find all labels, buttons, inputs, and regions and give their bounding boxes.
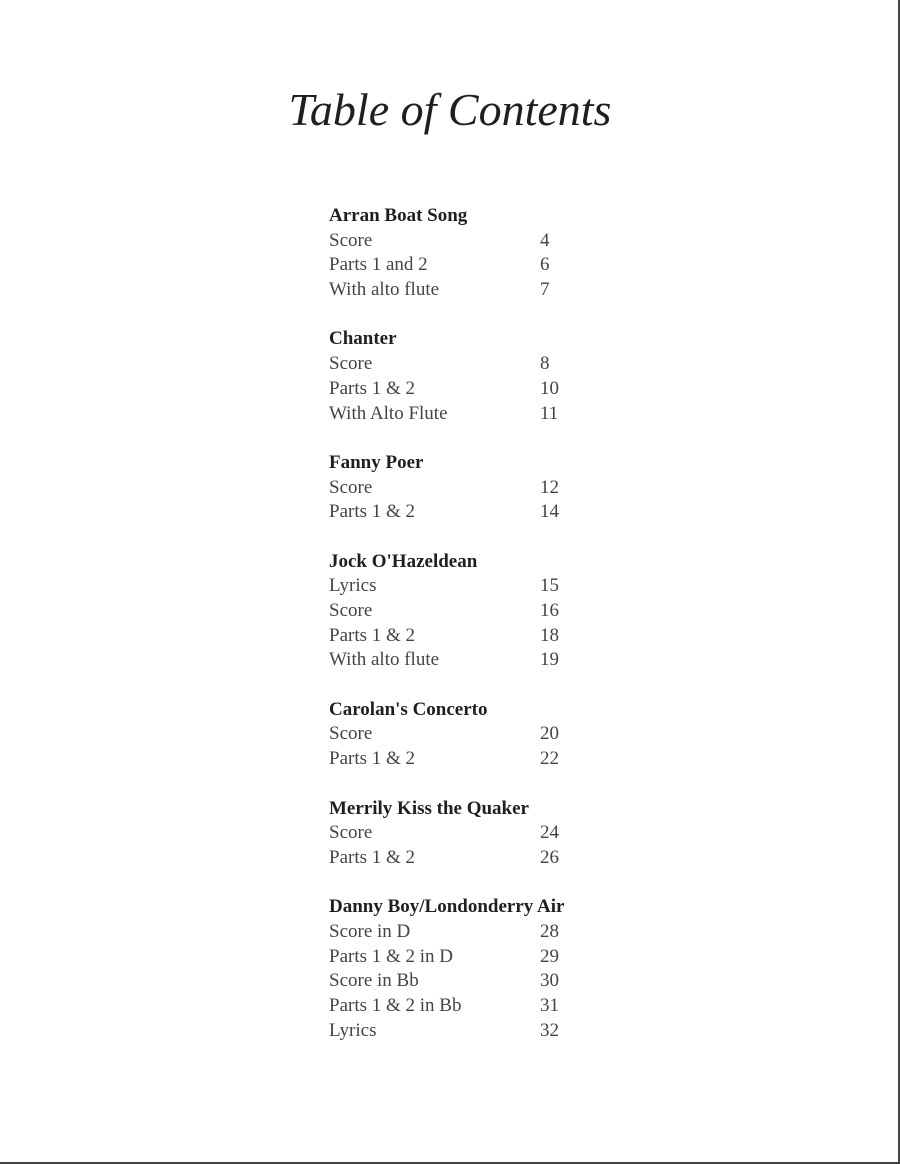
toc-entry-page-number: 31: [540, 995, 559, 1016]
toc-entry-page-number: 26: [540, 846, 559, 868]
page-title: Table of Contents: [288, 84, 612, 135]
toc-entry[interactable]: [329, 846, 629, 871]
toc-section: [329, 550, 629, 673]
toc-section: [329, 327, 629, 426]
toc-entry[interactable]: [329, 969, 629, 994]
toc-entry-label: With alto flute: [329, 279, 440, 301]
toc-entry[interactable]: [329, 599, 629, 624]
toc-entry[interactable]: [329, 377, 629, 402]
toc-entry[interactable]: [329, 402, 629, 427]
toc-entry-label: Parts 1 & 2: [329, 501, 416, 523]
toc-entry-page-number: 20: [540, 723, 559, 745]
toc-entry-page-number: 15: [540, 575, 559, 597]
toc-entry-page-number: 24: [540, 822, 559, 844]
toc-entry[interactable]: [329, 920, 629, 945]
toc-entry-page-number: 7: [540, 279, 550, 301]
toc-entry-page-number: 32: [540, 1019, 559, 1041]
toc-entry[interactable]: [329, 253, 629, 278]
toc-entry[interactable]: [329, 574, 629, 599]
toc-entry-page-number: 18: [540, 624, 559, 646]
toc-entry-label: Score: [329, 723, 373, 745]
toc-section: [329, 204, 629, 303]
toc-section: [329, 451, 629, 525]
toc-entry-label: Score: [329, 353, 373, 375]
toc-entry-label: Parts 1 and 2: [329, 254, 428, 276]
toc-entry-label: With Alto Flute: [329, 402, 448, 424]
toc-entry-page-number: 6: [540, 254, 550, 276]
toc-section-heading: Danny Boy/Londonderry Air: [329, 896, 565, 918]
toc-entry-label: With alto flute: [329, 649, 440, 671]
toc-entry-page-number: 30: [540, 970, 559, 992]
toc-entry-label: Score: [329, 229, 373, 251]
toc-entry-label: Score: [329, 822, 373, 844]
toc-entry-label: Lyrics: [329, 1019, 377, 1041]
toc-entry-page-number: 22: [540, 748, 559, 770]
toc-section-heading: Fanny Poer: [329, 451, 424, 473]
toc-section: [329, 895, 629, 1043]
toc-entry[interactable]: [329, 352, 629, 377]
toc-entry-page-number: 14: [540, 501, 559, 523]
toc-entry-label: Score in D: [329, 920, 411, 942]
toc-entry[interactable]: [329, 945, 629, 970]
toc-entry-page-number: 11: [540, 402, 559, 424]
toc-entry-label: Parts 1 & 2 in Bb: [329, 995, 462, 1016]
toc-entry-page-number: 12: [540, 476, 559, 498]
toc-entry-label: Score: [329, 600, 373, 621]
toc-entry-page-number: 29: [540, 945, 559, 967]
toc-entry-label: Score in Bb: [329, 970, 419, 992]
toc-entry[interactable]: [329, 722, 629, 747]
toc-section: [329, 797, 629, 871]
toc-entry[interactable]: [329, 747, 629, 772]
toc-entry[interactable]: [329, 994, 629, 1019]
toc-entry[interactable]: [329, 1019, 629, 1044]
toc-section-heading: Carolan's Concerto: [329, 698, 488, 720]
toc-entry[interactable]: [329, 821, 629, 846]
toc-entry[interactable]: [329, 648, 629, 673]
toc-section-heading: Jock O'Hazeldean: [329, 550, 478, 572]
toc-entry-label: Parts 1 & 2: [329, 846, 416, 868]
toc-section-heading: Arran Boat Song: [329, 205, 468, 226]
toc-entry[interactable]: [329, 229, 629, 254]
toc-entry-label: Parts 1 & 2: [329, 624, 416, 646]
toc-entry[interactable]: [329, 624, 629, 649]
toc-section-heading: Merrily Kiss the Quaker: [329, 797, 529, 819]
toc-entry-page-number: 8: [540, 353, 550, 375]
toc-list: [329, 204, 629, 1068]
toc-entry-page-number: 10: [540, 377, 559, 399]
toc-entry-label: Parts 1 & 2 in D: [329, 945, 454, 967]
toc-section-heading: Chanter: [329, 328, 397, 350]
toc-section: [329, 698, 629, 772]
toc-entry-page-number: 16: [540, 600, 559, 621]
toc-entry-page-number: 19: [540, 649, 559, 671]
toc-entry-label: Score: [329, 476, 373, 498]
toc-entry-page-number: 28: [540, 920, 559, 942]
toc-entry-label: Parts 1 & 2: [329, 748, 416, 770]
toc-entry[interactable]: [329, 278, 629, 303]
toc-entry[interactable]: [329, 500, 629, 525]
toc-entry[interactable]: [329, 476, 629, 501]
toc-entry-label: Parts 1 & 2: [329, 377, 416, 399]
toc-entry-label: Lyrics: [329, 575, 377, 597]
toc-entry-page-number: 4: [540, 229, 550, 251]
